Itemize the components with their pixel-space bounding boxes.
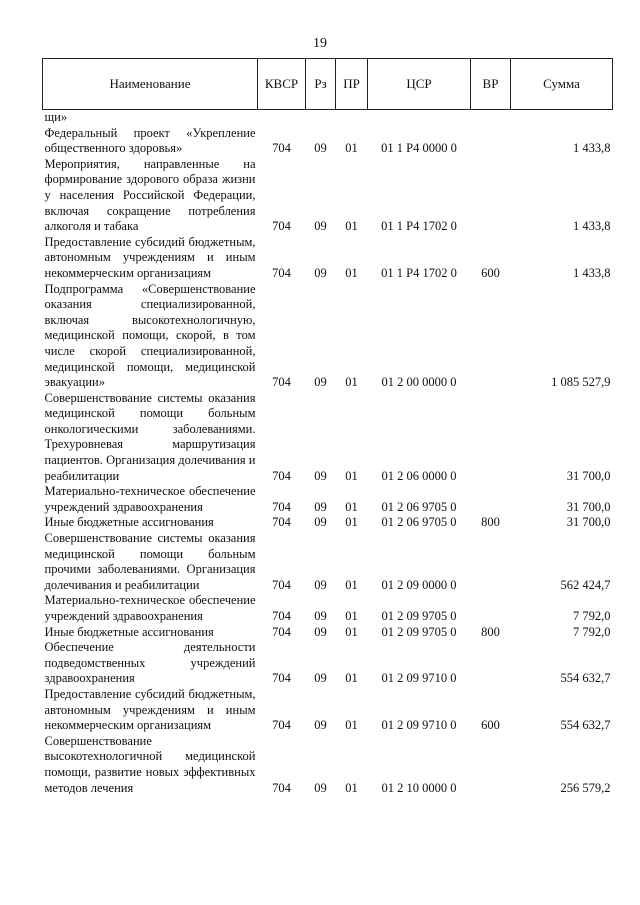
cell-pr: 01 bbox=[345, 219, 358, 234]
cell-name: Материально-техническое обеспечение учреждений здравоохранения bbox=[44, 484, 256, 514]
table-row bbox=[43, 531, 613, 593]
cell-vr bbox=[471, 734, 511, 796]
cell-name: Совершенствование системы оказания медицинской помощи больным прочими заболеваниями. Организация долечивания и реабилитации bbox=[44, 531, 256, 592]
cell-pr: 01 bbox=[345, 375, 358, 390]
cell-name: Обеспечение деятельности подведомственных учреждений здравоохранения bbox=[44, 640, 256, 686]
cell-rz: 09 bbox=[314, 718, 327, 733]
cell-pr: 01 bbox=[345, 718, 358, 733]
cell-name: Совершенствование высокотехнологичной медицинской помощи, развитие новых эффективных методов лечения bbox=[44, 733, 256, 795]
cell-rz: 09 bbox=[314, 499, 327, 514]
cell-csr: 01 2 06 0000 0 bbox=[381, 468, 457, 483]
table-row bbox=[43, 640, 613, 687]
table-row bbox=[43, 687, 613, 734]
cell-pr: 01 bbox=[345, 265, 358, 280]
cell-sum: 1 085 527,9 bbox=[551, 375, 611, 390]
table-row bbox=[43, 484, 613, 515]
table-header-row bbox=[43, 59, 613, 110]
cell-csr: 01 2 06 9705 0 bbox=[381, 515, 457, 530]
cell-kvsr: 704 bbox=[272, 780, 291, 795]
cell-csr: 01 2 09 0000 0 bbox=[381, 577, 457, 592]
cell-sum: 554 632,7 bbox=[560, 671, 611, 686]
cell-kvsr: 704 bbox=[272, 609, 291, 623]
cell-vr bbox=[471, 282, 511, 391]
header-csr: ЦСР bbox=[368, 59, 471, 110]
cell-rz: 09 bbox=[314, 265, 327, 280]
cell-kvsr: 704 bbox=[272, 375, 291, 390]
header-sum: Сумма bbox=[511, 59, 613, 110]
cell-vr bbox=[471, 484, 511, 515]
cell-csr: 01 2 09 9705 0 bbox=[381, 609, 457, 623]
table-row bbox=[43, 734, 613, 796]
cell-sum: 31 700,0 bbox=[566, 468, 611, 483]
cell-kvsr: 704 bbox=[272, 718, 291, 733]
cell-pr: 01 bbox=[345, 671, 358, 686]
cell-kvsr: 704 bbox=[272, 219, 291, 234]
cell-kvsr: 704 bbox=[272, 515, 291, 530]
cell-rz: 09 bbox=[314, 219, 327, 234]
cell-kvsr: 704 bbox=[272, 577, 291, 592]
cell-sum: 1 433,8 bbox=[573, 265, 611, 280]
cell-rz: 09 bbox=[314, 141, 327, 156]
cell-pr: 01 bbox=[345, 577, 358, 592]
cell-pr: 01 bbox=[345, 499, 358, 514]
cell-vr bbox=[471, 126, 511, 157]
cell-vr bbox=[471, 531, 511, 593]
cell-vr bbox=[471, 593, 511, 624]
cell-kvsr: 704 bbox=[272, 141, 291, 156]
budget-table bbox=[42, 58, 613, 796]
cell-sum: 1 433,8 bbox=[573, 219, 611, 234]
cell-sum: 7 792,0 bbox=[573, 624, 611, 639]
cell-rz: 09 bbox=[314, 609, 327, 623]
cell-csr: 01 1 Р4 0000 0 bbox=[381, 141, 457, 156]
cell-vr bbox=[471, 640, 511, 687]
cell-kvsr: 704 bbox=[272, 624, 291, 639]
header-kvsr: КВСР bbox=[258, 59, 306, 110]
cell-rz: 09 bbox=[314, 780, 327, 795]
cell-rz: 09 bbox=[314, 468, 327, 483]
cell-vr bbox=[471, 391, 511, 485]
header-pr: ПР bbox=[336, 59, 368, 110]
page-number: 19 bbox=[313, 36, 327, 51]
continuation-text: щи» bbox=[44, 110, 68, 124]
cell-sum: 1 433,8 bbox=[573, 141, 611, 156]
table-row bbox=[43, 157, 613, 235]
cell-csr: 01 2 09 9710 0 bbox=[381, 671, 457, 686]
table-row bbox=[43, 391, 613, 485]
cell-name: Предоставление субсидий бюджетным, автономным учреждениям и иным некоммерческим организациям bbox=[44, 234, 256, 280]
cell-kvsr: 704 bbox=[272, 265, 291, 280]
cell-kvsr: 704 bbox=[272, 499, 291, 514]
cell-pr: 01 bbox=[345, 780, 358, 795]
cell-pr: 01 bbox=[345, 515, 358, 530]
cell-rz: 09 bbox=[314, 515, 327, 530]
cell-sum: 554 632,7 bbox=[560, 718, 611, 733]
cell-name: Подпрограмма «Совершенствование оказания специализированной, включая высокотехнологичную, медицинской помощи, скорой, в том числе скорой специализированной, медицинской помощи, медицинской эвакуации» bbox=[44, 281, 256, 390]
continuation-row bbox=[43, 110, 613, 126]
cell-sum: 562 424,7 bbox=[560, 577, 611, 592]
header-vr: ВР bbox=[471, 59, 511, 110]
cell-vr: 600 bbox=[481, 265, 500, 280]
cell-csr: 01 1 Р4 1702 0 bbox=[381, 219, 457, 234]
cell-sum: 31 700,0 bbox=[566, 499, 611, 514]
cell-sum: 256 579,2 bbox=[560, 780, 611, 795]
cell-pr: 01 bbox=[345, 141, 358, 156]
cell-vr: 600 bbox=[481, 718, 500, 733]
table-row bbox=[43, 625, 613, 641]
table-row bbox=[43, 126, 613, 157]
cell-vr: 800 bbox=[481, 515, 500, 530]
header-name: Наименование bbox=[43, 59, 258, 110]
cell-kvsr: 704 bbox=[272, 468, 291, 483]
cell-name: Совершенствование системы оказания медицинской помощи больным онкологическими заболеваниями. Трехуровневая маршрутизация пациентов. Организация долечивания и реабилитации bbox=[44, 390, 256, 483]
cell-pr: 01 bbox=[345, 468, 358, 483]
header-rz: Рз bbox=[306, 59, 336, 110]
cell-rz: 09 bbox=[314, 577, 327, 592]
table-row bbox=[43, 282, 613, 391]
cell-name: Федеральный проект «Укрепление общественного здоровья» bbox=[44, 125, 256, 156]
cell-name: Иные бюджетные ассигнования bbox=[44, 515, 214, 530]
table-row bbox=[43, 515, 613, 531]
cell-csr: 01 2 10 0000 0 bbox=[381, 780, 457, 795]
cell-kvsr: 704 bbox=[272, 671, 291, 686]
cell-csr: 01 1 Р4 1702 0 bbox=[381, 265, 457, 280]
cell-rz: 09 bbox=[314, 375, 327, 390]
cell-name: Иные бюджетные ассигнования bbox=[44, 624, 214, 639]
cell-name: Предоставление субсидий бюджетным, автономным учреждениям и иным некоммерческим организациям bbox=[44, 686, 256, 733]
cell-csr: 01 2 06 9705 0 bbox=[381, 499, 457, 514]
cell-pr: 01 bbox=[345, 624, 358, 639]
table-row bbox=[43, 593, 613, 624]
cell-vr: 800 bbox=[481, 624, 500, 639]
cell-pr: 01 bbox=[345, 609, 358, 623]
cell-sum: 31 700,0 bbox=[566, 515, 611, 530]
cell-name: Материально-техническое обеспечение учреждений здравоохранения bbox=[44, 593, 256, 623]
cell-vr bbox=[471, 157, 511, 235]
cell-csr: 01 2 00 0000 0 bbox=[381, 375, 457, 390]
cell-csr: 01 2 09 9710 0 bbox=[381, 718, 457, 733]
cell-name: Мероприятия, направленные на формирование здорового образа жизни у населения Российской Федерации, включая сокращение потребления алкоголя и табака bbox=[44, 156, 256, 234]
table-row bbox=[43, 235, 613, 282]
cell-csr: 01 2 09 9705 0 bbox=[381, 624, 457, 639]
cell-rz: 09 bbox=[314, 624, 327, 639]
cell-sum: 7 792,0 bbox=[573, 609, 611, 623]
cell-rz: 09 bbox=[314, 671, 327, 686]
